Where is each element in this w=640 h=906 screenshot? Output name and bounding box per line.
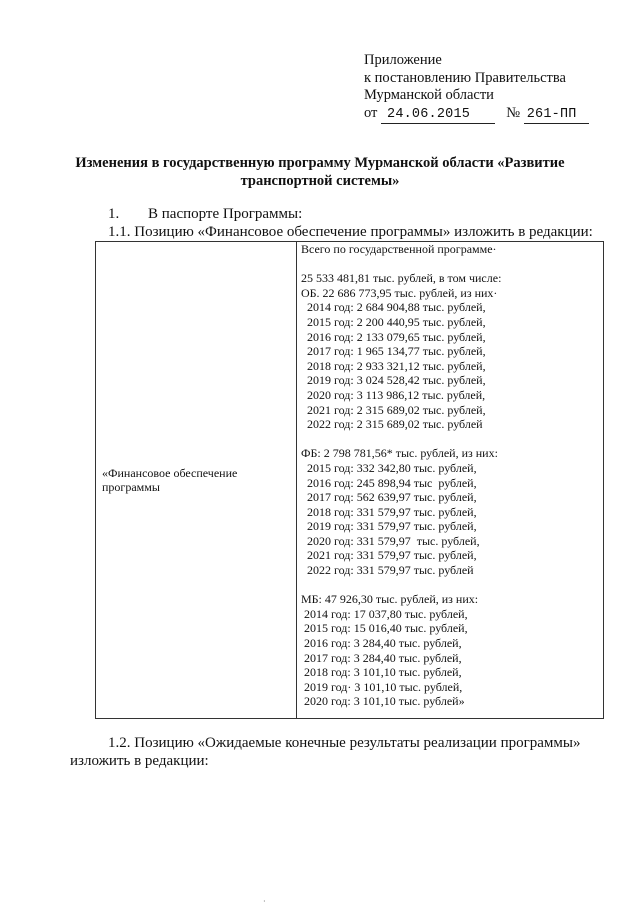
financing-line: 2019 год· 3 101,10 тыс. рублей, <box>301 679 463 694</box>
appendix-decree-line: к постановлению Правительства <box>364 69 566 86</box>
financing-line <box>297 578 603 593</box>
item-1-1: 1.1. Позицию «Финансовое обеспечение программы» изложить в редакции: <box>108 224 593 240</box>
financing-line: 2015 год: 332 342,80 тыс. рублей, <box>301 460 477 475</box>
financing-line: ФБ: 2 798 781,56* тыс. рублей, из них: <box>301 446 498 461</box>
date-prefix: от <box>364 104 378 121</box>
financing-line: МБ: 47 926,30 тыс. рублей, из них: <box>301 592 479 607</box>
financing-line: 2022 год: 2 315 689,02 тыс. рублей <box>301 417 483 432</box>
scan-mark: · <box>263 897 266 906</box>
appendix-region-line: Мурманской области <box>364 87 494 103</box>
financing-values-cell <box>297 242 604 719</box>
appendix-header <box>364 52 589 122</box>
financing-line: 2017 год: 562 639,97 тыс. рублей, <box>301 490 477 505</box>
financing-line: 2015 год: 15 016,40 тыс. рублей, <box>301 621 468 636</box>
section-1-text: В паспорте Программы: <box>148 206 303 222</box>
financing-table <box>95 241 604 719</box>
section-1 <box>108 206 302 223</box>
financing-line: 2016 год: 2 133 079,65 тыс. рублей, <box>301 329 486 344</box>
financing-line: 2019 год: 331 579,97 тыс. рублей, <box>301 519 477 534</box>
financing-line: 2014 год: 2 684 904,88 тыс. рублей, <box>301 300 486 315</box>
number-prefix: № <box>506 104 521 121</box>
financing-line <box>297 257 603 272</box>
financing-line: ОБ. 22 686 773,95 тыс. рублей, из них· <box>301 285 498 300</box>
financing-line: 2018 год: 331 579,97 тыс. рублей, <box>301 504 477 519</box>
document-title: Изменения в государственную программу Мурманской области «Развитие транспортной системы» <box>75 155 565 189</box>
financing-line: 25 533 481,81 тыс. рублей, в том числе: <box>301 271 502 286</box>
financing-line: 2021 год: 2 315 689,02 тыс. рублей, <box>301 402 486 417</box>
financing-line: 2016 год: 3 284,40 тыс. рублей, <box>301 636 462 651</box>
financing-line: 2021 год: 331 579,97 тыс. рублей, <box>301 548 477 563</box>
section-1-number: 1. <box>108 206 120 222</box>
financing-line: 2022 год: 331 579,97 тыс. рублей <box>301 563 474 578</box>
appendix-date-line <box>364 105 589 123</box>
financing-line: 2016 год: 245 898,94 тыс рублей, <box>301 475 477 490</box>
financing-label-cell <box>96 242 297 719</box>
financing-line: 2019 год: 3 024 528,42 тыс. рублей, <box>301 373 486 388</box>
financing-line: 2015 год: 2 200 440,95 тыс. рублей, <box>301 314 486 329</box>
financing-line <box>297 432 603 447</box>
decree-number: 261-ПП <box>524 106 589 125</box>
financing-line: 2017 год: 1 965 134,77 тыс. рублей, <box>301 344 486 359</box>
item-1-2-text: 1.2. Позицию «Ожидаемые конечные результаты реализации программы» изложить в редакции: <box>70 735 581 769</box>
financing-line: 2020 год: 3 101,10 тыс. рублей» <box>301 694 465 709</box>
financing-label: «Финансовое обеспечение программы <box>102 466 238 494</box>
financing-line: 2020 год: 331 579,97 тыс. рублей, <box>301 533 480 548</box>
decree-date: 24.06.2015 <box>381 106 495 125</box>
financing-line: 2017 год: 3 284,40 тыс. рублей, <box>301 650 462 665</box>
item-1-2 <box>70 735 610 770</box>
appendix-title: Приложение <box>364 52 442 68</box>
financing-line: Всего по государственной программе· <box>301 242 497 256</box>
financing-line: 2018 год: 3 101,10 тыс. рублей, <box>301 665 462 680</box>
financing-line: 2014 год: 17 037,80 тыс. рублей, <box>301 606 468 621</box>
financing-line: 2018 год: 2 933 321,12 тыс. рублей, <box>301 358 486 373</box>
financing-line: 2020 год: 3 113 986,12 тыс. рублей, <box>301 387 486 402</box>
